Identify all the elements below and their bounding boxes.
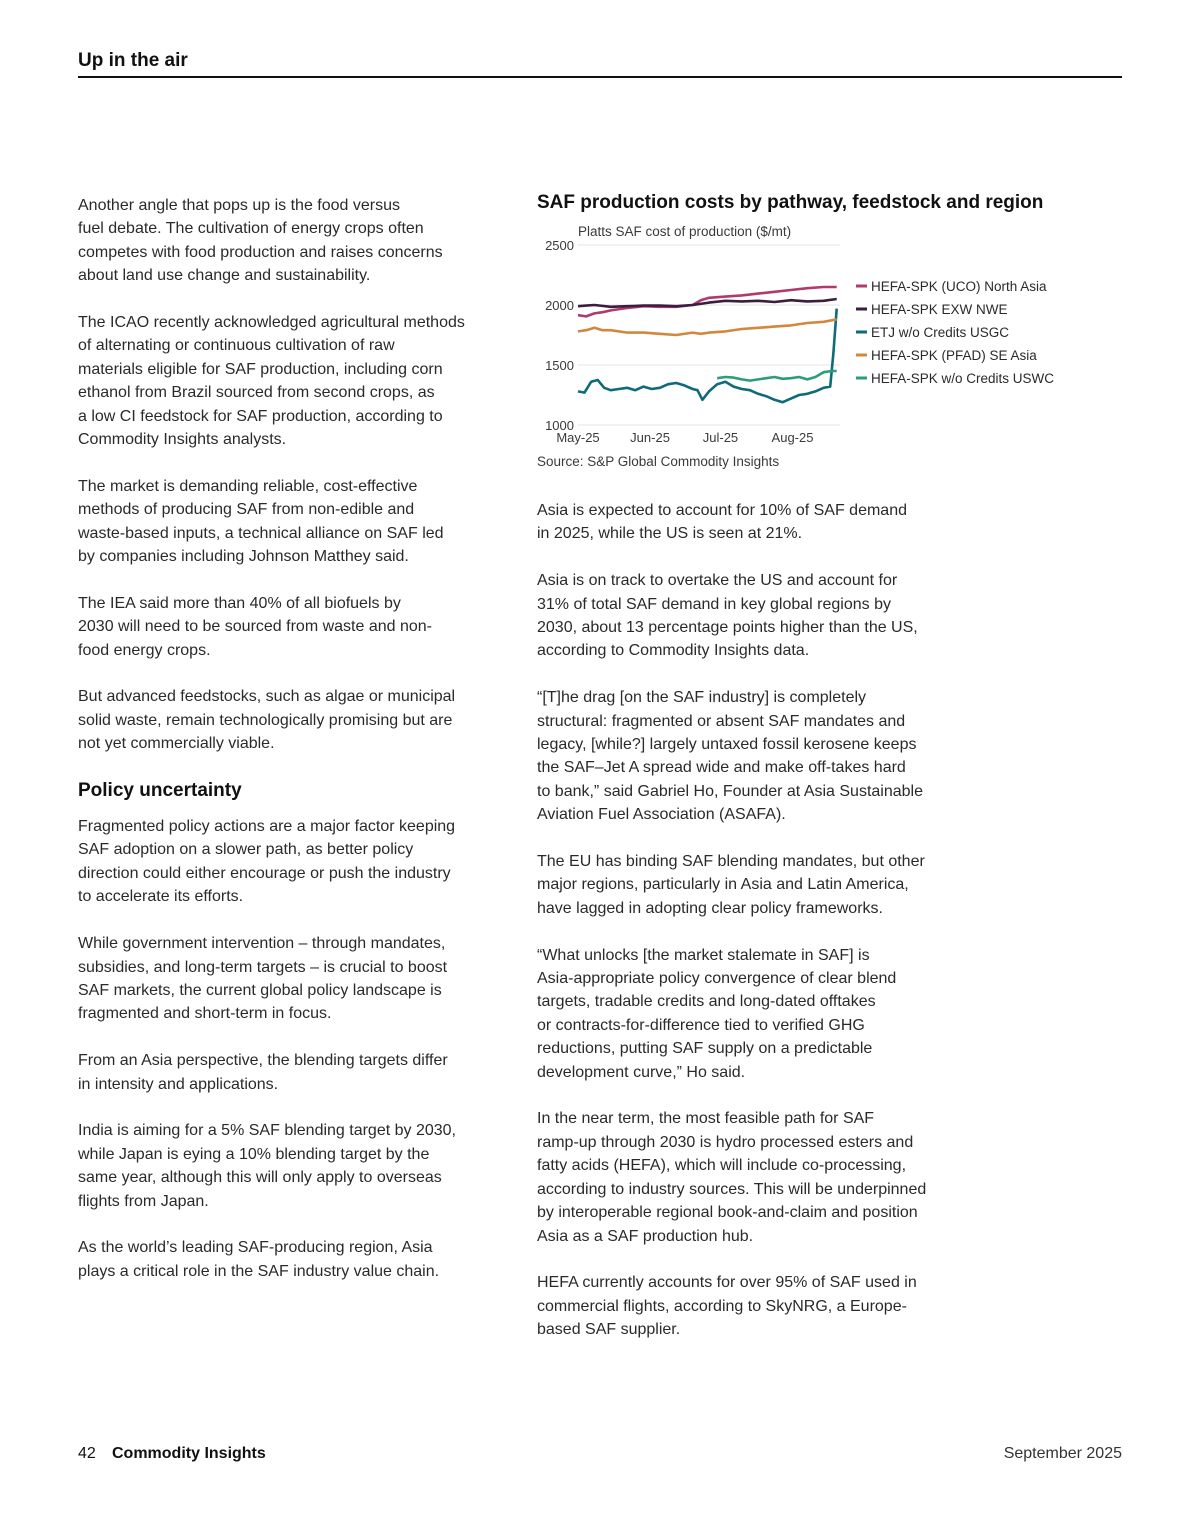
x-tick-label: Aug-25	[771, 430, 814, 445]
paragraph: Fragmented policy actions are a major factor keeping SAF adoption on a slower path, as better policy direction could either encourage or push the industry to accelerate its efforts.	[78, 818, 456, 906]
legend-label: HEFA-SPK (UCO) North Asia	[871, 279, 1047, 294]
chart-source: Source: S&P Global Commodity Insights	[537, 454, 780, 469]
x-tick-label: May-25	[556, 430, 600, 445]
footer-date: September 2025	[1003, 1445, 1122, 1462]
y-tick-label: 2000	[545, 298, 574, 313]
paragraph: Asia is on track to overtake the US and account for 31% of total SAF demand in key global regions by 2030, about 13 percentage points higher than the US, according to Commodity Insights data.	[537, 572, 918, 660]
right-column	[537, 499, 977, 1365]
legend-label: ETJ w/o Credits USGC	[871, 325, 1010, 340]
series-line	[578, 319, 837, 335]
page-number: 42	[78, 1445, 96, 1462]
series-line	[717, 371, 837, 381]
footer-brand: Commodity Insights	[112, 1445, 266, 1462]
page-header-title: Up in the air	[78, 50, 188, 71]
paragraph: In the near term, the most feasible path for SAF ramp-up through 2030 is hydro processed esters and fatty acids (HEFA), which will include co-processing, according to industry sources. This will be underpinned by interoperable regional book-and-claim and position Asia as a SAF production hub.	[537, 1110, 927, 1245]
paragraph: India is aiming for a 5% SAF blending target by 2030, while Japan is eying a 10% blending target by the same year, although this will only apply to overseas flights from Japan.	[78, 1122, 456, 1210]
x-tick-label: Jun-25	[630, 430, 670, 445]
line-chart	[530, 232, 1090, 452]
paragraph: The EU has binding SAF blending mandates, but other major regions, particularly in Asia and Latin America, have lagged in adopting clear policy frameworks.	[537, 853, 925, 917]
paragraph: Another angle that pops up is the food versus fuel debate. The cultivation of energy crops often competes with food production and raises concerns about land use change and sustainability.	[78, 197, 443, 285]
chart-ylabel: Platts SAF cost of production ($/mt)	[578, 224, 792, 239]
paragraph: “[T]he drag [on the SAF industry] is completely structural: fragmented or absent SAF mandates and legacy, [while?] largely untaxed fossil kerosene keeps the SAF–Jet A spread wide and make off-takes hard to bank,” said Gabriel Ho, Founder at Asia Sustainable Aviation Fuel Association (ASAFA).	[537, 689, 923, 824]
y-tick-label: 2500	[545, 238, 574, 253]
legend-label: HEFA-SPK w/o Credits USWC	[871, 371, 1055, 386]
section-heading: Policy uncertainty	[78, 780, 242, 802]
legend-label: HEFA-SPK EXW NWE	[871, 302, 1008, 317]
x-tick-label: Jul-25	[702, 430, 739, 445]
paragraph: From an Asia perspective, the blending targets differ in intensity and applications.	[78, 1052, 448, 1093]
paragraph: The IEA said more than 40% of all biofuels by 2030 will need to be sourced from waste and non- food energy crops.	[78, 594, 432, 659]
left-column	[78, 194, 518, 1307]
paragraph: The market is demanding reliable, cost-effective methods of producing SAF from non-edible and waste-based inputs, a technical alliance on SAF led by companies including Johnson Matthey said.	[78, 477, 444, 566]
series-line	[578, 309, 837, 403]
paragraph: Asia is expected to account for 10% of SAF demand in 2025, while the US is seen at 21%.	[537, 502, 907, 543]
paragraph: The ICAO recently acknowledged agricultural methods of alternating or continuous cultivation of raw materials eligible for SAF production, including corn ethanol from Brazil sourced from second crops, as a low CI feedstock for SAF production, according to Commodity Insights analysts.	[78, 314, 465, 449]
header-divider	[78, 76, 1122, 78]
paragraph: “What unlocks [the market stalemate in SAF] is Asia-appropriate policy convergence of clear blend targets, tradable credits and long-dated offtakes or contracts-for-difference tied to verified GHG reductions, putting SAF supply on a predictable development curve,” Ho said.	[537, 946, 897, 1081]
chart-title: SAF production costs by pathway, feedstock and region	[537, 192, 1044, 213]
y-tick-label: 1500	[545, 358, 574, 373]
paragraph: As the world’s leading SAF-producing region, Asia plays a critical role in the SAF industry value chain.	[78, 1239, 440, 1280]
paragraph: HEFA currently accounts for over 95% of SAF used in commercial flights, according to SkyNRG, a Europe- based SAF supplier.	[537, 1274, 917, 1339]
series-line	[578, 299, 837, 307]
paragraph: While government intervention – through mandates, subsidies, and long-term targets – is crucial to boost SAF markets, the current global policy landscape is fragmented and short-term in focus.	[78, 935, 448, 1023]
y-tick-label: 1000	[545, 418, 574, 433]
legend-label: HEFA-SPK (PFAD) SE Asia	[871, 348, 1037, 363]
paragraph: But advanced feedstocks, such as algae or municipal solid waste, remain technologically promising but are not yet commercially viable.	[78, 688, 456, 753]
